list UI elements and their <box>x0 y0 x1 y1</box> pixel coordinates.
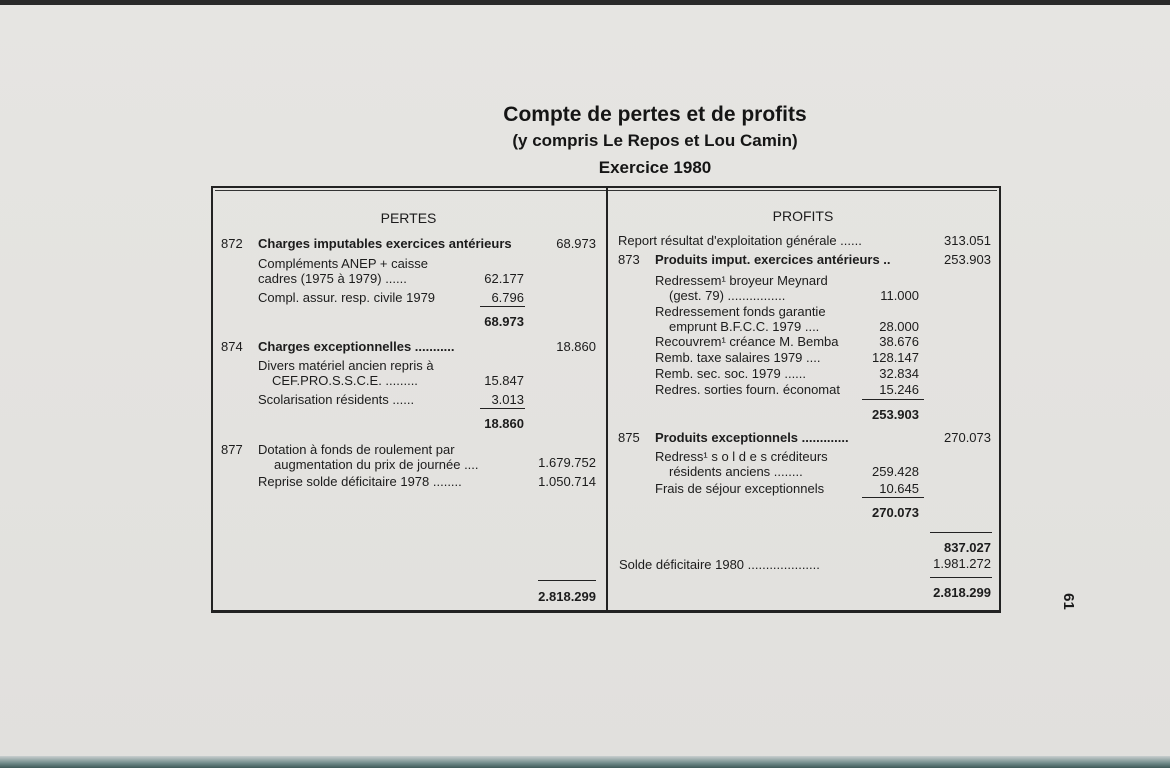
account-label-874: Charges exceptionnelles ........... <box>258 339 455 354</box>
pertes-872-sub2-label: Compl. assur. resp. civile 1979 <box>258 290 436 305</box>
profits-875-i2-value: 10.645 <box>879 481 919 496</box>
profits-873-i1-line2: (gest. 79) ................ <box>669 288 786 303</box>
profits-873-i3-label: Recouvrem¹ créance M. Bemba <box>655 334 839 349</box>
pertes-header: PERTES <box>380 210 437 226</box>
subtotal-rule <box>480 306 525 307</box>
account-code-874: 874 <box>221 339 243 354</box>
profits-873-i3-value: 38.676 <box>879 334 919 349</box>
page-top-edge <box>0 0 1170 5</box>
profits-solde-value: 1.981.272 <box>933 556 991 571</box>
profits-873-i4-label: Remb. taxe salaires 1979 .... <box>655 350 821 365</box>
profits-875-i1-line2: résidents anciens ........ <box>669 464 803 479</box>
account-label-872: Charges imputables exercices antérieurs <box>258 236 512 251</box>
profits-875-subtotal: 270.073 <box>872 505 919 520</box>
profits-873-i4-value: 128.147 <box>872 350 919 365</box>
grand-total-rule <box>538 580 596 581</box>
pertes-872-subtotal: 68.973 <box>484 314 524 329</box>
profits-875-i1-line1: Redress¹ s o l d e s créditeurs <box>655 449 828 464</box>
grand-total-rule <box>930 577 992 578</box>
profits-solde-label: Solde déficitaire 1980 .................... <box>619 557 820 572</box>
profits-header: PROFITS <box>772 208 834 224</box>
profits-873-subtotal: 253.903 <box>872 407 919 422</box>
pertes-874-sub2-value: 3.013 <box>491 392 524 407</box>
pertes-grand-total: 2.818.299 <box>538 589 596 604</box>
account-total-874: 18.860 <box>556 339 596 354</box>
profits-875-i2-label: Frais de séjour exceptionnels <box>655 481 825 496</box>
profits-875-i1-value: 259.428 <box>872 464 919 479</box>
profits-report-value: 313.051 <box>944 233 991 248</box>
account-code-872: 872 <box>221 236 243 251</box>
account-label-875: Produits exceptionnels ............. <box>655 430 849 445</box>
profits-873-i2-line2: emprunt B.F.C.C. 1979 .... <box>669 319 820 334</box>
sum-rule <box>930 532 992 533</box>
account-total-873: 253.903 <box>944 252 991 267</box>
pertes-874-sub1-line1: Divers matériel ancien repris à <box>258 358 434 373</box>
column-divider <box>606 186 608 613</box>
account-code-875: 875 <box>618 430 640 445</box>
pertes-874-subtotal: 18.860 <box>484 416 524 431</box>
pertes-874-sub1-value: 15.847 <box>484 373 524 388</box>
pertes-877-line2: augmentation du prix de journée .... <box>274 457 479 472</box>
pertes-874-sub2-label: Scolarisation résidents ...... <box>258 392 415 407</box>
pertes-877-value3: 1.050.714 <box>538 474 596 489</box>
page-bottom-edge <box>0 756 1170 768</box>
profits-873-i2-line1: Redressement fonds garantie <box>655 304 826 319</box>
profits-873-i5-label: Remb. sec. soc. 1979 ...... <box>655 366 807 381</box>
profits-873-i1-value: 11.000 <box>880 288 919 303</box>
pertes-872-sub1-value: 62.177 <box>484 271 524 286</box>
profits-873-i2-value: 28.000 <box>879 319 919 334</box>
account-label-873: Produits imput. exercices antérieurs .. <box>655 252 891 267</box>
subtotal-rule <box>862 497 924 498</box>
pertes-877-value1: 1.679.752 <box>538 455 596 470</box>
profits-873-i6-value: 15.246 <box>879 382 919 397</box>
pertes-877-line3: Reprise solde déficitaire 1978 ........ <box>258 474 462 489</box>
subtotal-rule <box>480 408 525 409</box>
pertes-872-sub1-line1: Compléments ANEP + caisse <box>258 256 428 271</box>
profits-873-i1-line1: Redressem¹ broyeur Meynard <box>655 273 828 288</box>
pertes-877-line1: Dotation à fonds de roulement par <box>258 442 455 457</box>
pertes-872-sub1-line2: cadres (1975 à 1979) ...... <box>258 271 407 286</box>
document-title: Compte de pertes et de profits <box>503 103 807 126</box>
profits-report-label: Report résultat d'exploitation générale ...... <box>618 233 862 248</box>
page-number: 61 <box>1059 593 1077 610</box>
account-code-877: 877 <box>221 442 243 457</box>
profits-sum-total: 837.027 <box>944 540 991 555</box>
account-total-875: 270.073 <box>944 430 991 445</box>
account-code-873: 873 <box>618 252 640 267</box>
profits-873-i5-value: 32.834 <box>879 366 919 381</box>
pertes-872-sub2-value: 6.796 <box>491 290 524 305</box>
document-subtitle: (y compris Le Repos et Lou Camin) <box>512 131 798 150</box>
pertes-874-sub1-line2: CEF.PRO.S.S.C.E. ......... <box>272 373 418 388</box>
account-total-872: 68.973 <box>556 236 596 251</box>
subtotal-rule <box>862 399 924 400</box>
fiscal-year-heading: Exercice 1980 <box>598 158 712 177</box>
profits-grand-total: 2.818.299 <box>933 585 991 600</box>
profits-873-i6-label: Redres. sorties fourn. économat <box>655 382 840 397</box>
